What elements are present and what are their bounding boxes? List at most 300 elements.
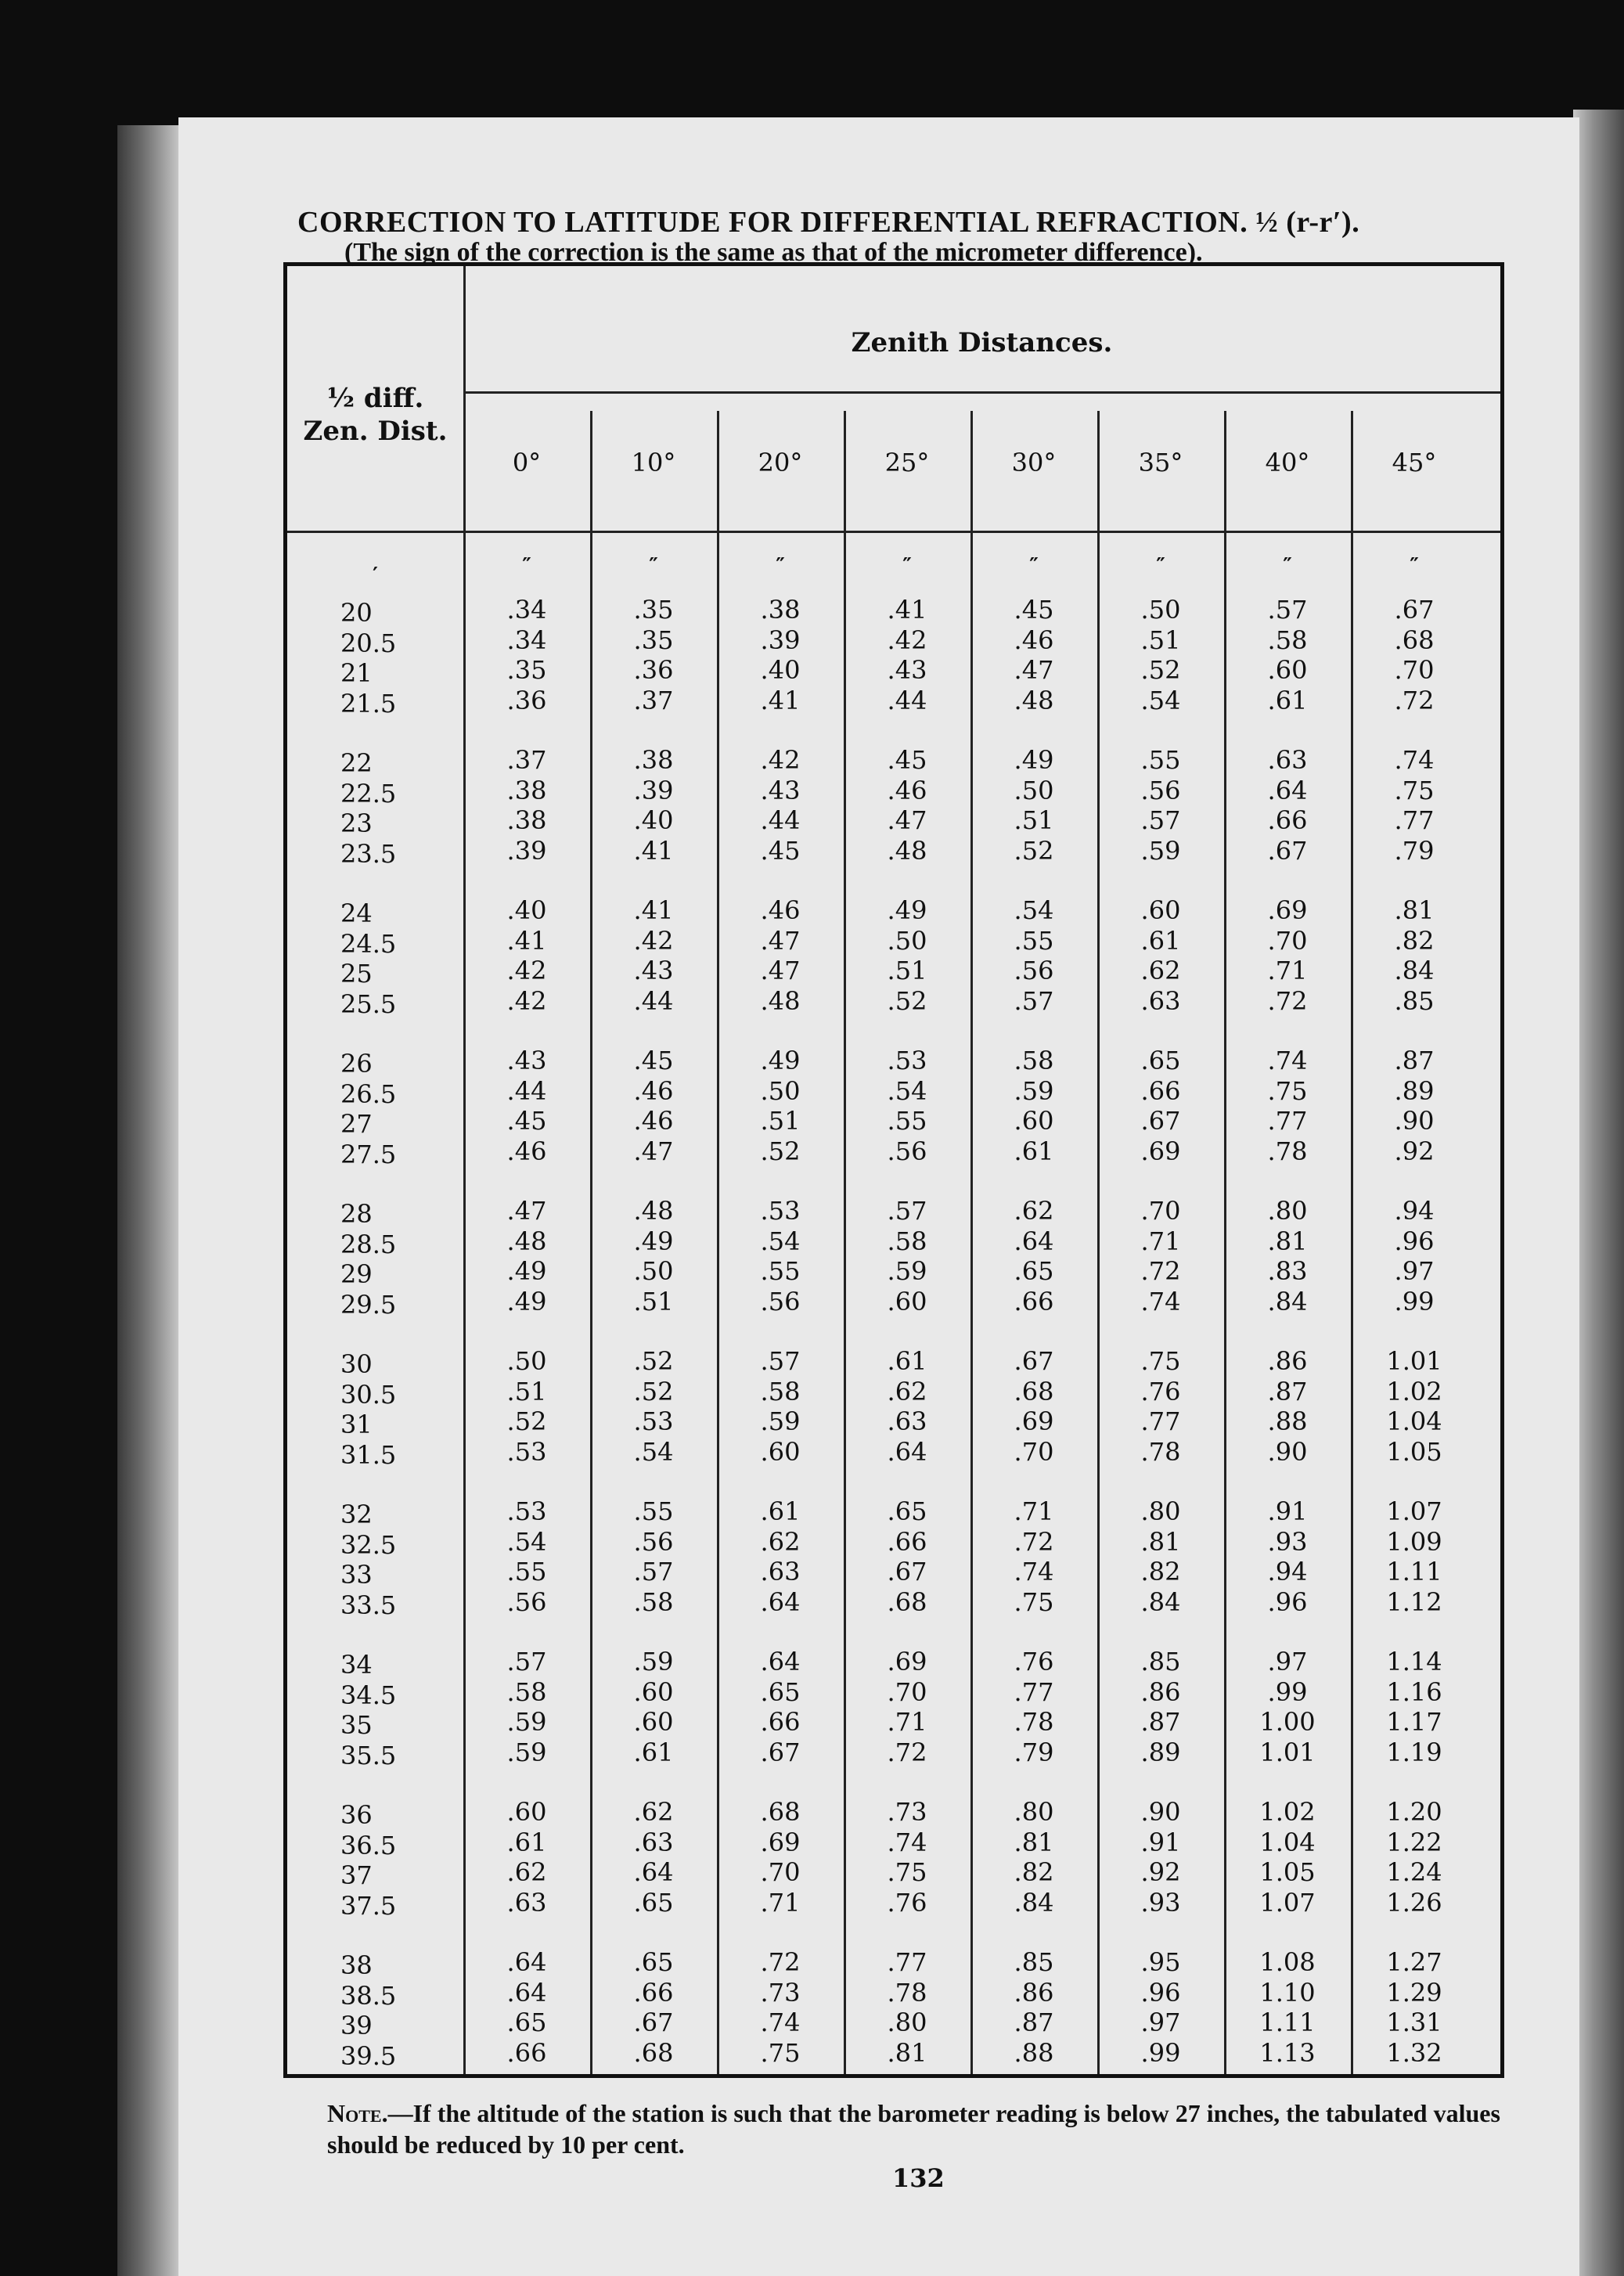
table-cell: .62 xyxy=(887,1376,927,1406)
table-cell: .49 xyxy=(506,1286,547,1316)
table-cell: .41 xyxy=(633,895,674,925)
table-cell: .74 xyxy=(1140,1286,1181,1316)
row-label: 24.5 xyxy=(340,928,397,959)
table-cell: .81 xyxy=(1140,1526,1181,1557)
table-cell: .57 xyxy=(506,1647,547,1676)
row-label: 36 xyxy=(340,1800,373,1830)
table-cell: .99 xyxy=(1394,1286,1435,1316)
table-cell: .64 xyxy=(760,1586,801,1617)
table-cell: .78 xyxy=(1267,1136,1308,1166)
table-cell: .97 xyxy=(1140,2008,1181,2037)
table-cell: .50 xyxy=(633,1256,674,1286)
table-cell: .62 xyxy=(1140,956,1181,985)
table-cell: 1.22 xyxy=(1386,1827,1442,1857)
table-cell: .82 xyxy=(1014,1857,1054,1887)
table-cell: .70 xyxy=(1267,925,1308,956)
table-cell: .67 xyxy=(633,2008,674,2037)
table-cell: 1.04 xyxy=(1259,1827,1316,1857)
row-label: 28.5 xyxy=(340,1229,397,1259)
row-label: 25 xyxy=(340,959,373,989)
table-cell: .89 xyxy=(1140,1737,1181,1767)
table-cell: .49 xyxy=(887,895,927,925)
table-cell: .48 xyxy=(633,1196,674,1226)
table-cell: .63 xyxy=(633,1827,674,1857)
table-cell: .60 xyxy=(506,1797,547,1827)
table-cell: .52 xyxy=(1014,835,1054,866)
table-cell: .58 xyxy=(1267,625,1308,655)
table-cell: .59 xyxy=(760,1406,801,1436)
table-cell: .52 xyxy=(633,1346,674,1376)
table-cell: .91 xyxy=(1140,1827,1181,1857)
table-cell: .54 xyxy=(887,1075,927,1106)
table-cell: .70 xyxy=(1014,1436,1054,1467)
table-cell: .52 xyxy=(506,1406,547,1436)
table-cell: .69 xyxy=(887,1647,927,1676)
table-cell: .57 xyxy=(887,1196,927,1226)
table-cell: .57 xyxy=(1140,805,1181,835)
table-cell: .64 xyxy=(1267,775,1308,805)
table-cell: .66 xyxy=(887,1526,927,1557)
table-cell: .67 xyxy=(1394,595,1435,625)
table-cell: .59 xyxy=(633,1647,674,1676)
table-cell: .64 xyxy=(760,1647,801,1676)
table-cell: 1.05 xyxy=(1386,1436,1442,1467)
table-cell: .59 xyxy=(1014,1075,1054,1106)
table-cell: .64 xyxy=(506,1947,547,1977)
table-cell: 1.07 xyxy=(1259,1887,1316,1918)
table-cell: .56 xyxy=(506,1586,547,1617)
table-cell: .52 xyxy=(1140,655,1181,685)
table-cell: .55 xyxy=(887,1106,927,1136)
table-cell: .74 xyxy=(1267,1046,1308,1075)
table-cell: .62 xyxy=(1014,1196,1054,1226)
table-cell: .78 xyxy=(887,1977,927,2008)
book-binding-edge xyxy=(117,125,180,2276)
table-cell: 1.27 xyxy=(1386,1947,1442,1977)
row-label: 35.5 xyxy=(340,1740,397,1770)
table-cell: 1.20 xyxy=(1386,1797,1442,1827)
table-cell: .38 xyxy=(760,595,801,625)
table-cell: .69 xyxy=(760,1827,801,1857)
table-cell: .86 xyxy=(1267,1346,1308,1376)
table-cell: .87 xyxy=(1394,1046,1435,1075)
table-cell: .67 xyxy=(1267,835,1308,866)
table-cell: .36 xyxy=(506,685,547,715)
table-cell: .64 xyxy=(633,1857,674,1887)
column-header: 40° xyxy=(1265,448,1310,477)
table-cell: .66 xyxy=(1014,1286,1054,1316)
table-cell: .54 xyxy=(633,1436,674,1467)
table-cell: .60 xyxy=(1140,895,1181,925)
table-cell: .40 xyxy=(633,805,674,835)
row-label: 34 xyxy=(340,1650,373,1680)
row-label: 31.5 xyxy=(340,1439,397,1470)
table-cell: .58 xyxy=(633,1586,674,1617)
table-cell: .68 xyxy=(760,1797,801,1827)
row-label: 23 xyxy=(340,808,373,838)
table-cell: .72 xyxy=(1014,1526,1054,1557)
table-cell: .68 xyxy=(633,2037,674,2068)
row-label: 33 xyxy=(340,1560,373,1590)
table-cell: .97 xyxy=(1267,1647,1308,1676)
row-label: 27 xyxy=(340,1109,373,1139)
table-cell: 1.10 xyxy=(1259,1977,1316,2008)
table-cell: 1.08 xyxy=(1259,1947,1316,1977)
table-cell: .54 xyxy=(1140,685,1181,715)
table-cell: .50 xyxy=(506,1346,547,1376)
table-cell: 1.11 xyxy=(1259,2008,1316,2037)
row-label: 21.5 xyxy=(340,688,397,718)
table-cell: .45 xyxy=(506,1106,547,1136)
footnote-lead: Note. xyxy=(327,2099,388,2127)
row-label: 27.5 xyxy=(340,1139,397,1169)
table-cell: .67 xyxy=(887,1557,927,1586)
table-cell: .85 xyxy=(1394,985,1435,1016)
table-cell: .47 xyxy=(506,1196,547,1226)
table-cell: .60 xyxy=(887,1286,927,1316)
table-cell: .64 xyxy=(506,1977,547,2008)
table-cell: .66 xyxy=(760,1707,801,1737)
table-cell: .48 xyxy=(760,985,801,1016)
table-cell: .79 xyxy=(1014,1737,1054,1767)
table-cell: .50 xyxy=(1014,775,1054,805)
table-cell: .47 xyxy=(887,805,927,835)
table-cell: .66 xyxy=(1140,1075,1181,1106)
column-header: 10° xyxy=(631,448,676,477)
table-cell: .48 xyxy=(1014,685,1054,715)
table-cell: .44 xyxy=(506,1075,547,1106)
table-cell: .58 xyxy=(887,1226,927,1256)
table-cell: .53 xyxy=(887,1046,927,1075)
table-cell: .55 xyxy=(1140,745,1181,775)
column-unit: ″ xyxy=(1283,554,1292,578)
table-cell: .84 xyxy=(1140,1586,1181,1617)
table-cell: .88 xyxy=(1267,1406,1308,1436)
table-cell: .61 xyxy=(1140,925,1181,956)
row-label: 20 xyxy=(340,598,373,628)
table-cell: 1.24 xyxy=(1386,1857,1442,1887)
row-label: 39 xyxy=(340,2011,373,2040)
row-label: 23.5 xyxy=(340,838,397,869)
column-unit: ″ xyxy=(649,554,658,578)
table-cell: .90 xyxy=(1394,1106,1435,1136)
table-cell: .75 xyxy=(887,1857,927,1887)
table-cell: .58 xyxy=(506,1676,547,1707)
table-cell: .70 xyxy=(1140,1196,1181,1226)
row-label: 30 xyxy=(340,1349,373,1379)
table-cell: .65 xyxy=(887,1496,927,1526)
table-cell: .80 xyxy=(1014,1797,1054,1827)
table-cell: .80 xyxy=(1267,1196,1308,1226)
table-cell: .60 xyxy=(1267,655,1308,685)
page-subtitle: (The sign of the correction is the same as that of the micrometer difference). xyxy=(344,238,1203,267)
row-label: 26.5 xyxy=(340,1079,397,1109)
table-cell: .99 xyxy=(1140,2037,1181,2068)
row-label: 36.5 xyxy=(340,1830,397,1860)
row-label: 35 xyxy=(340,1710,373,1740)
table-cell: .86 xyxy=(1140,1676,1181,1707)
table-cell: .38 xyxy=(506,805,547,835)
table-cell: .90 xyxy=(1267,1436,1308,1467)
table-cell: .55 xyxy=(633,1496,674,1526)
table-cell: .66 xyxy=(506,2037,547,2068)
table-cell: 1.32 xyxy=(1386,2037,1442,2068)
table-cell: .62 xyxy=(506,1857,547,1887)
table-cell: .52 xyxy=(760,1136,801,1166)
table-cell: .55 xyxy=(760,1256,801,1286)
table-cell: .75 xyxy=(1267,1075,1308,1106)
table-cell: 1.00 xyxy=(1259,1707,1316,1737)
table-cell: .61 xyxy=(633,1737,674,1767)
row-label: 22 xyxy=(340,748,373,778)
table-cell: .35 xyxy=(633,595,674,625)
table-cell: .85 xyxy=(1014,1947,1054,1977)
table-cell: .80 xyxy=(887,2008,927,2037)
row-label: 32 xyxy=(340,1500,373,1529)
table-cell: .81 xyxy=(1267,1226,1308,1256)
header-rule xyxy=(463,391,1500,394)
table-cell: .46 xyxy=(633,1106,674,1136)
table-cell: .66 xyxy=(1267,805,1308,835)
table-cell: .53 xyxy=(506,1496,547,1526)
table-cell: .49 xyxy=(633,1226,674,1256)
table-cell: .48 xyxy=(506,1226,547,1256)
table-cell: .72 xyxy=(887,1737,927,1767)
row-label: 37 xyxy=(340,1860,373,1890)
table-cell: .91 xyxy=(1267,1496,1308,1526)
table-cell: .35 xyxy=(633,625,674,655)
table-cell: .78 xyxy=(1140,1436,1181,1467)
table-cell: .83 xyxy=(1267,1256,1308,1286)
table-cell: .76 xyxy=(887,1887,927,1918)
table-cell: .55 xyxy=(506,1557,547,1586)
table-cell: .50 xyxy=(1140,595,1181,625)
table-cell: .59 xyxy=(506,1737,547,1767)
table-cell: .49 xyxy=(760,1046,801,1075)
table-cell: 1.16 xyxy=(1386,1676,1442,1707)
row-label: 39.5 xyxy=(340,2040,397,2071)
table-cell: .51 xyxy=(633,1286,674,1316)
row-label: 38 xyxy=(340,1950,373,1980)
table-cell: .51 xyxy=(1014,805,1054,835)
table-cell: .92 xyxy=(1140,1857,1181,1887)
table-cell: .67 xyxy=(760,1737,801,1767)
refraction-table xyxy=(283,262,1504,2078)
table-cell: .95 xyxy=(1140,1947,1181,1977)
column-unit: ″ xyxy=(1410,554,1419,578)
table-cell: .81 xyxy=(887,2037,927,2068)
table-cell: .37 xyxy=(506,745,547,775)
table-cell: .41 xyxy=(887,595,927,625)
table-cell: .52 xyxy=(887,985,927,1016)
table-cell: .44 xyxy=(760,805,801,835)
table-cell: .59 xyxy=(887,1256,927,1286)
row-label: 24 xyxy=(340,899,373,928)
table-cell: .42 xyxy=(506,956,547,985)
table-cell: .68 xyxy=(887,1586,927,1617)
table-cell: .34 xyxy=(506,625,547,655)
table-cell: .77 xyxy=(1394,805,1435,835)
table-cell: .42 xyxy=(887,625,927,655)
column-unit: ″ xyxy=(1029,554,1039,578)
table-cell: .43 xyxy=(760,775,801,805)
table-cell: .87 xyxy=(1014,2008,1054,2037)
table-cell: .51 xyxy=(1140,625,1181,655)
table-cell: 1.11 xyxy=(1386,1557,1442,1586)
table-cell: .44 xyxy=(887,685,927,715)
table-cell: .46 xyxy=(633,1075,674,1106)
header-bottom-rule xyxy=(287,531,1500,533)
row-label: 31 xyxy=(340,1410,373,1439)
table-cell: .47 xyxy=(633,1136,674,1166)
row-label: 30.5 xyxy=(340,1379,397,1410)
table-cell: 1.31 xyxy=(1386,2008,1442,2037)
row-label: 20.5 xyxy=(340,628,397,658)
table-cell: 1.17 xyxy=(1386,1707,1442,1737)
column-header: 35° xyxy=(1138,448,1183,477)
table-cell: .55 xyxy=(1014,925,1054,956)
table-cell: .72 xyxy=(760,1947,801,1977)
table-cell: .71 xyxy=(1014,1496,1054,1526)
table-cell: .50 xyxy=(760,1075,801,1106)
table-cell: .63 xyxy=(760,1557,801,1586)
table-cell: .60 xyxy=(760,1436,801,1467)
table-cell: .53 xyxy=(633,1406,674,1436)
table-cell: .54 xyxy=(506,1526,547,1557)
table-cell: .59 xyxy=(506,1707,547,1737)
table-cell: .81 xyxy=(1014,1827,1054,1857)
row-label: 29.5 xyxy=(340,1289,397,1320)
column-header: 30° xyxy=(1011,448,1057,477)
table-cell: .78 xyxy=(1014,1707,1054,1737)
row-header-line: Zen. Dist. xyxy=(303,416,448,447)
table-cell: .34 xyxy=(506,595,547,625)
table-cell: 1.14 xyxy=(1386,1647,1442,1676)
zenith-distances-header: Zenith Distances. xyxy=(851,327,1113,358)
table-cell: .84 xyxy=(1394,956,1435,985)
row-label: 21 xyxy=(340,658,373,688)
table-cell: .66 xyxy=(633,1977,674,2008)
table-cell: .40 xyxy=(760,655,801,685)
row-label: 38.5 xyxy=(340,1980,397,2011)
table-cell: .65 xyxy=(1140,1046,1181,1075)
table-cell: .44 xyxy=(633,985,674,1016)
table-cell: .76 xyxy=(1014,1647,1054,1676)
table-cell: .58 xyxy=(760,1376,801,1406)
table-cell: .74 xyxy=(1014,1557,1054,1586)
table-cell: .60 xyxy=(633,1676,674,1707)
table-cell: .71 xyxy=(1267,956,1308,985)
table-cell: .65 xyxy=(760,1676,801,1707)
table-cell: 1.01 xyxy=(1259,1737,1316,1767)
table-cell: 1.13 xyxy=(1259,2037,1316,2068)
table-cell: .36 xyxy=(633,655,674,685)
table-cell: .69 xyxy=(1140,1136,1181,1166)
table-cell: .46 xyxy=(760,895,801,925)
table-cell: .71 xyxy=(760,1887,801,1918)
row-label: 33.5 xyxy=(340,1590,397,1620)
table-cell: .75 xyxy=(1394,775,1435,805)
column-unit: ″ xyxy=(522,554,531,578)
table-cell: .72 xyxy=(1140,1256,1181,1286)
table-cell: .41 xyxy=(506,925,547,956)
table-cell: .75 xyxy=(1014,1586,1054,1617)
table-cell: .79 xyxy=(1394,835,1435,866)
table-cell: .62 xyxy=(633,1797,674,1827)
table-cell: .97 xyxy=(1394,1256,1435,1286)
table-cell: .38 xyxy=(506,775,547,805)
table-cell: .47 xyxy=(760,925,801,956)
table-cell: .56 xyxy=(760,1286,801,1316)
table-cell: .60 xyxy=(633,1707,674,1737)
table-cell: .96 xyxy=(1267,1586,1308,1617)
table-cell: .41 xyxy=(760,685,801,715)
table-cell: .75 xyxy=(1140,1346,1181,1376)
table-cell: .61 xyxy=(506,1827,547,1857)
table-cell: .93 xyxy=(1267,1526,1308,1557)
table-cell: .93 xyxy=(1140,1887,1181,1918)
table-cell: .87 xyxy=(1267,1376,1308,1406)
book-right-edge xyxy=(1573,110,1624,2276)
table-cell: .45 xyxy=(760,835,801,866)
table-cell: .80 xyxy=(1140,1496,1181,1526)
table-cell: .64 xyxy=(1014,1226,1054,1256)
table-cell: .57 xyxy=(633,1557,674,1586)
table-cell: .57 xyxy=(1267,595,1308,625)
table-cell: .43 xyxy=(887,655,927,685)
table-cell: .71 xyxy=(1140,1226,1181,1256)
table-cell: .63 xyxy=(887,1406,927,1436)
table-cell: .94 xyxy=(1394,1196,1435,1226)
table-cell: .77 xyxy=(1267,1106,1308,1136)
table-cell: .77 xyxy=(1140,1406,1181,1436)
table-cell: .42 xyxy=(506,985,547,1016)
table-cell: .74 xyxy=(887,1827,927,1857)
table-cell: .61 xyxy=(760,1496,801,1526)
table-cell: .65 xyxy=(1014,1256,1054,1286)
table-cell: .71 xyxy=(887,1707,927,1737)
table-cell: .46 xyxy=(1014,625,1054,655)
row-label: 25.5 xyxy=(340,989,397,1019)
table-cell: 1.02 xyxy=(1259,1797,1316,1827)
table-cell: .60 xyxy=(1014,1106,1054,1136)
table-cell: .65 xyxy=(506,2008,547,2037)
table-cell: .68 xyxy=(1394,625,1435,655)
table-cell: .81 xyxy=(1394,895,1435,925)
table-cell: .73 xyxy=(887,1797,927,1827)
table-cell: .68 xyxy=(1014,1376,1054,1406)
table-cell: 1.29 xyxy=(1386,1977,1442,2008)
table-cell: .40 xyxy=(506,895,547,925)
table-cell: .75 xyxy=(760,2037,801,2068)
table-cell: .58 xyxy=(1014,1046,1054,1075)
row-header-line: ½ diff. xyxy=(326,383,424,414)
table-cell: .76 xyxy=(1140,1376,1181,1406)
table-cell: .85 xyxy=(1140,1647,1181,1676)
table-cell: .84 xyxy=(1267,1286,1308,1316)
table-cell: 1.19 xyxy=(1386,1737,1442,1767)
table-cell: .94 xyxy=(1267,1557,1308,1586)
table-cell: .51 xyxy=(506,1376,547,1406)
page-number: 132 xyxy=(892,2163,945,2193)
table-cell: .65 xyxy=(633,1947,674,1977)
table-cell: .47 xyxy=(760,956,801,985)
table-cell: .57 xyxy=(760,1346,801,1376)
table-cell: .43 xyxy=(633,956,674,985)
table-cell: 1.12 xyxy=(1386,1586,1442,1617)
table-cell: .63 xyxy=(1267,745,1308,775)
table-cell: .56 xyxy=(1140,775,1181,805)
